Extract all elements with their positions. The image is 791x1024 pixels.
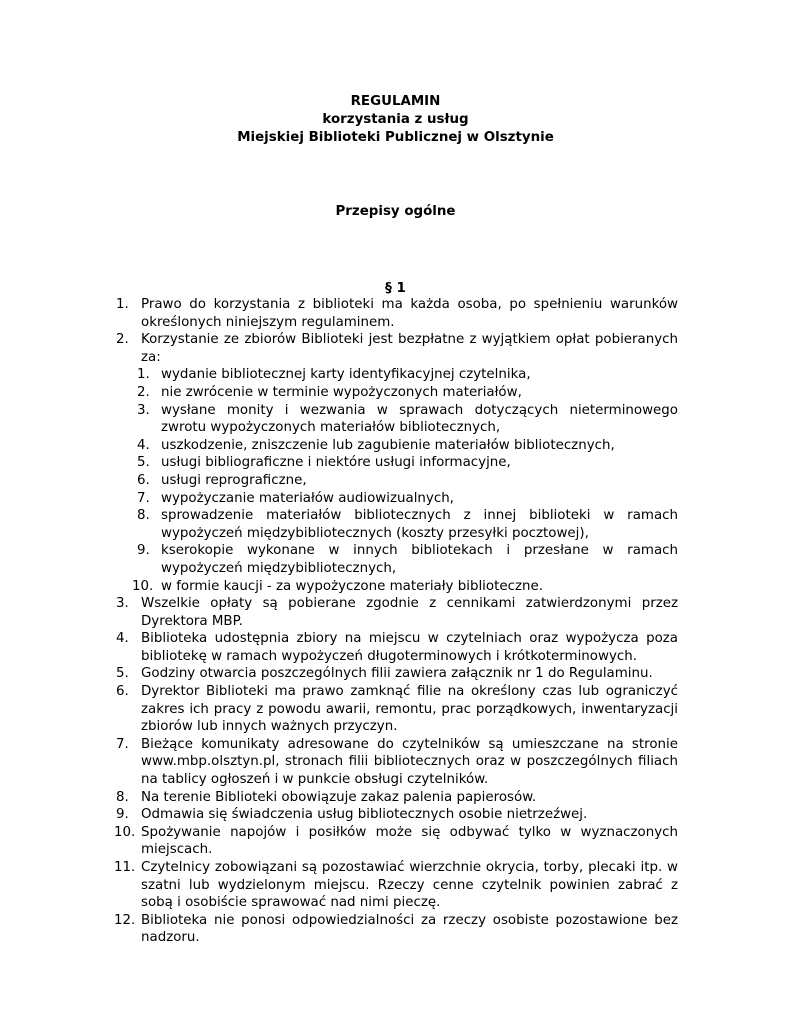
item-text: Czytelnicy zobowiązani są pozostawiać wierzchnie okrycia, torby, plecaki itp. w szatni lub wydzielonym miejscu. Rzeczy cenne czytelnik powinien zabrać z sobą i osobiście sprawować nad nimi pieczę.: [141, 860, 678, 911]
item-text: Prawo do korzystania z biblioteki ma każda osoba, po spełnieniu warunków określonych niniejszym regulaminem.: [141, 297, 678, 330]
title-line-3: Miejskiej Biblioteki Publicznej w Olsztynie: [237, 130, 554, 145]
subitem-text: w formie kaucji - za wypożyczone materiały biblioteczne.: [161, 578, 543, 594]
item-number: 9.: [116, 807, 129, 823]
subitem-text: nie zwrócenie w terminie wypożyczonych materiałów,: [161, 384, 522, 400]
item-text: Biblioteka udostępnia zbiory na miejscu w czytelniach oraz wypożycza poza bibliotekę w ramach wypożyczeń długoterminowych i krótkoterminowych.: [141, 631, 678, 664]
subitem-number: 3.: [137, 402, 150, 418]
item-text: Odmawia się świadczenia usług bibliotecznych osobie nietrzeźwej.: [141, 807, 588, 823]
item-text: Biblioteka nie ponosi odpowiedzialności za rzeczy osobiste pozostawione bez nadzoru.: [141, 912, 678, 946]
list-item: [116, 683, 678, 736]
subitem-number: 5.: [137, 455, 150, 471]
sublist-item: [116, 384, 678, 402]
item-number: 10.: [114, 824, 136, 840]
subitem-number: 9.: [137, 543, 150, 559]
item-text: Bieżące komunikaty adresowane do czytelników są umieszczane na stronie www.mbp.olsztyn.pl, stronach filii bibliotecznych oraz w poszczególnych filiach na tablicy ogłoszeń i w punkcie obsługi czytelników.: [141, 736, 678, 788]
item-number: 5.: [116, 666, 129, 682]
sublist-item: [116, 472, 678, 490]
list-item: [116, 331, 678, 366]
item-number: 8.: [116, 789, 129, 805]
item-text: Godziny otwarcia poszczególnych filii zawiera załącznik nr 1 do Regulaminu.: [141, 666, 653, 682]
subitem-text: sprowadzenie materiałów bibliotecznych z innej biblioteki w ramach wypożyczeń międzybibliotecznych (koszty przesyłki pocztowej),: [161, 508, 678, 541]
item-number: 11.: [114, 860, 136, 875]
sublist-item: [116, 366, 678, 384]
item-text: Na terenie Biblioteki obowiązuje zakaz palenia papierosów.: [141, 789, 537, 805]
subitem-number: 2.: [137, 384, 150, 400]
item-number: 2.: [116, 332, 129, 348]
list-item: [116, 824, 678, 859]
rules-list: [116, 296, 678, 947]
item-text: Spożywanie napojów i posiłków może się odbywać tylko w wyznaczonych miejscach.: [141, 824, 678, 858]
list-item: [116, 859, 678, 912]
list-item: [116, 806, 678, 824]
subitem-text: wydanie bibliotecznej karty identyfikacyjnej czytelnika,: [161, 367, 531, 383]
list-item: [116, 789, 678, 807]
item-number: 6.: [116, 684, 129, 700]
subitem-number: 10.: [132, 578, 154, 594]
item-text: Dyrektor Biblioteki ma prawo zamknąć filie na określony czas lub ograniczyć zakres ich pracy z powodu awarii, remontu, prac porządkowych, inwentaryzacji zbiorów lub innych ważnych przyczyn.: [141, 684, 678, 735]
item-number: 7.: [116, 736, 129, 752]
subitem-number: 1.: [137, 367, 150, 383]
fee-sublist: [116, 366, 678, 595]
list-item: [116, 665, 678, 683]
subitem-number: 7.: [137, 490, 150, 506]
item-number: 12.: [114, 912, 136, 928]
subitem-number: 6.: [137, 472, 150, 488]
list-item: [116, 736, 678, 789]
sublist-item: [116, 542, 678, 577]
subitem-number: 4.: [137, 437, 150, 453]
subitem-text: wypożyczanie materiałów audiowizualnych,: [161, 490, 454, 506]
subitem-number: 8.: [137, 508, 150, 524]
item-text: Korzystanie ze zbiorów Biblioteki jest bezpłatne z wyjątkiem opłat pobieranych za:: [141, 332, 678, 365]
document-title: [0, 93, 791, 147]
subitem-text: usługi bibliograficzne i niektóre usługi informacyjne,: [161, 455, 511, 471]
sublist-item: [116, 507, 678, 542]
sublist-item: [116, 490, 678, 508]
item-text: Wszelkie opłaty są pobierane zgodnie z cennikami zatwierdzonymi przez Dyrektora MBP.: [141, 596, 678, 629]
list-item: [116, 630, 678, 665]
item-number: 4.: [116, 631, 129, 647]
subitem-text: usługi reprograficzne,: [161, 472, 307, 488]
title-line-1: REGULAMIN: [350, 94, 441, 109]
item-number: 3.: [116, 596, 129, 612]
subitem-text: uszkodzenie, zniszczenie lub zagubienie materiałów bibliotecznych,: [161, 437, 615, 453]
subitem-text: kserokopie wykonane w innych bibliotekach i przesłane w ramach wypożyczeń międzybibliotecznych,: [161, 543, 678, 576]
sublist-item: [116, 578, 678, 596]
title-line-2: korzystania z usług: [322, 112, 469, 127]
section-title: Przepisy ogólne: [335, 204, 456, 219]
item-number: 1.: [116, 297, 129, 312]
paragraph-mark: § 1: [385, 281, 406, 296]
list-item: [116, 296, 678, 331]
sublist-item: [116, 402, 678, 437]
subitem-text: wysłane monity i wezwania w sprawach dotyczących nieterminowego zwrotu wypożyczonych materiałów bibliotecznych,: [161, 402, 678, 436]
sublist-item: [116, 437, 678, 455]
list-item: [116, 912, 678, 947]
list-item: [116, 595, 678, 630]
sublist-item: [116, 454, 678, 472]
